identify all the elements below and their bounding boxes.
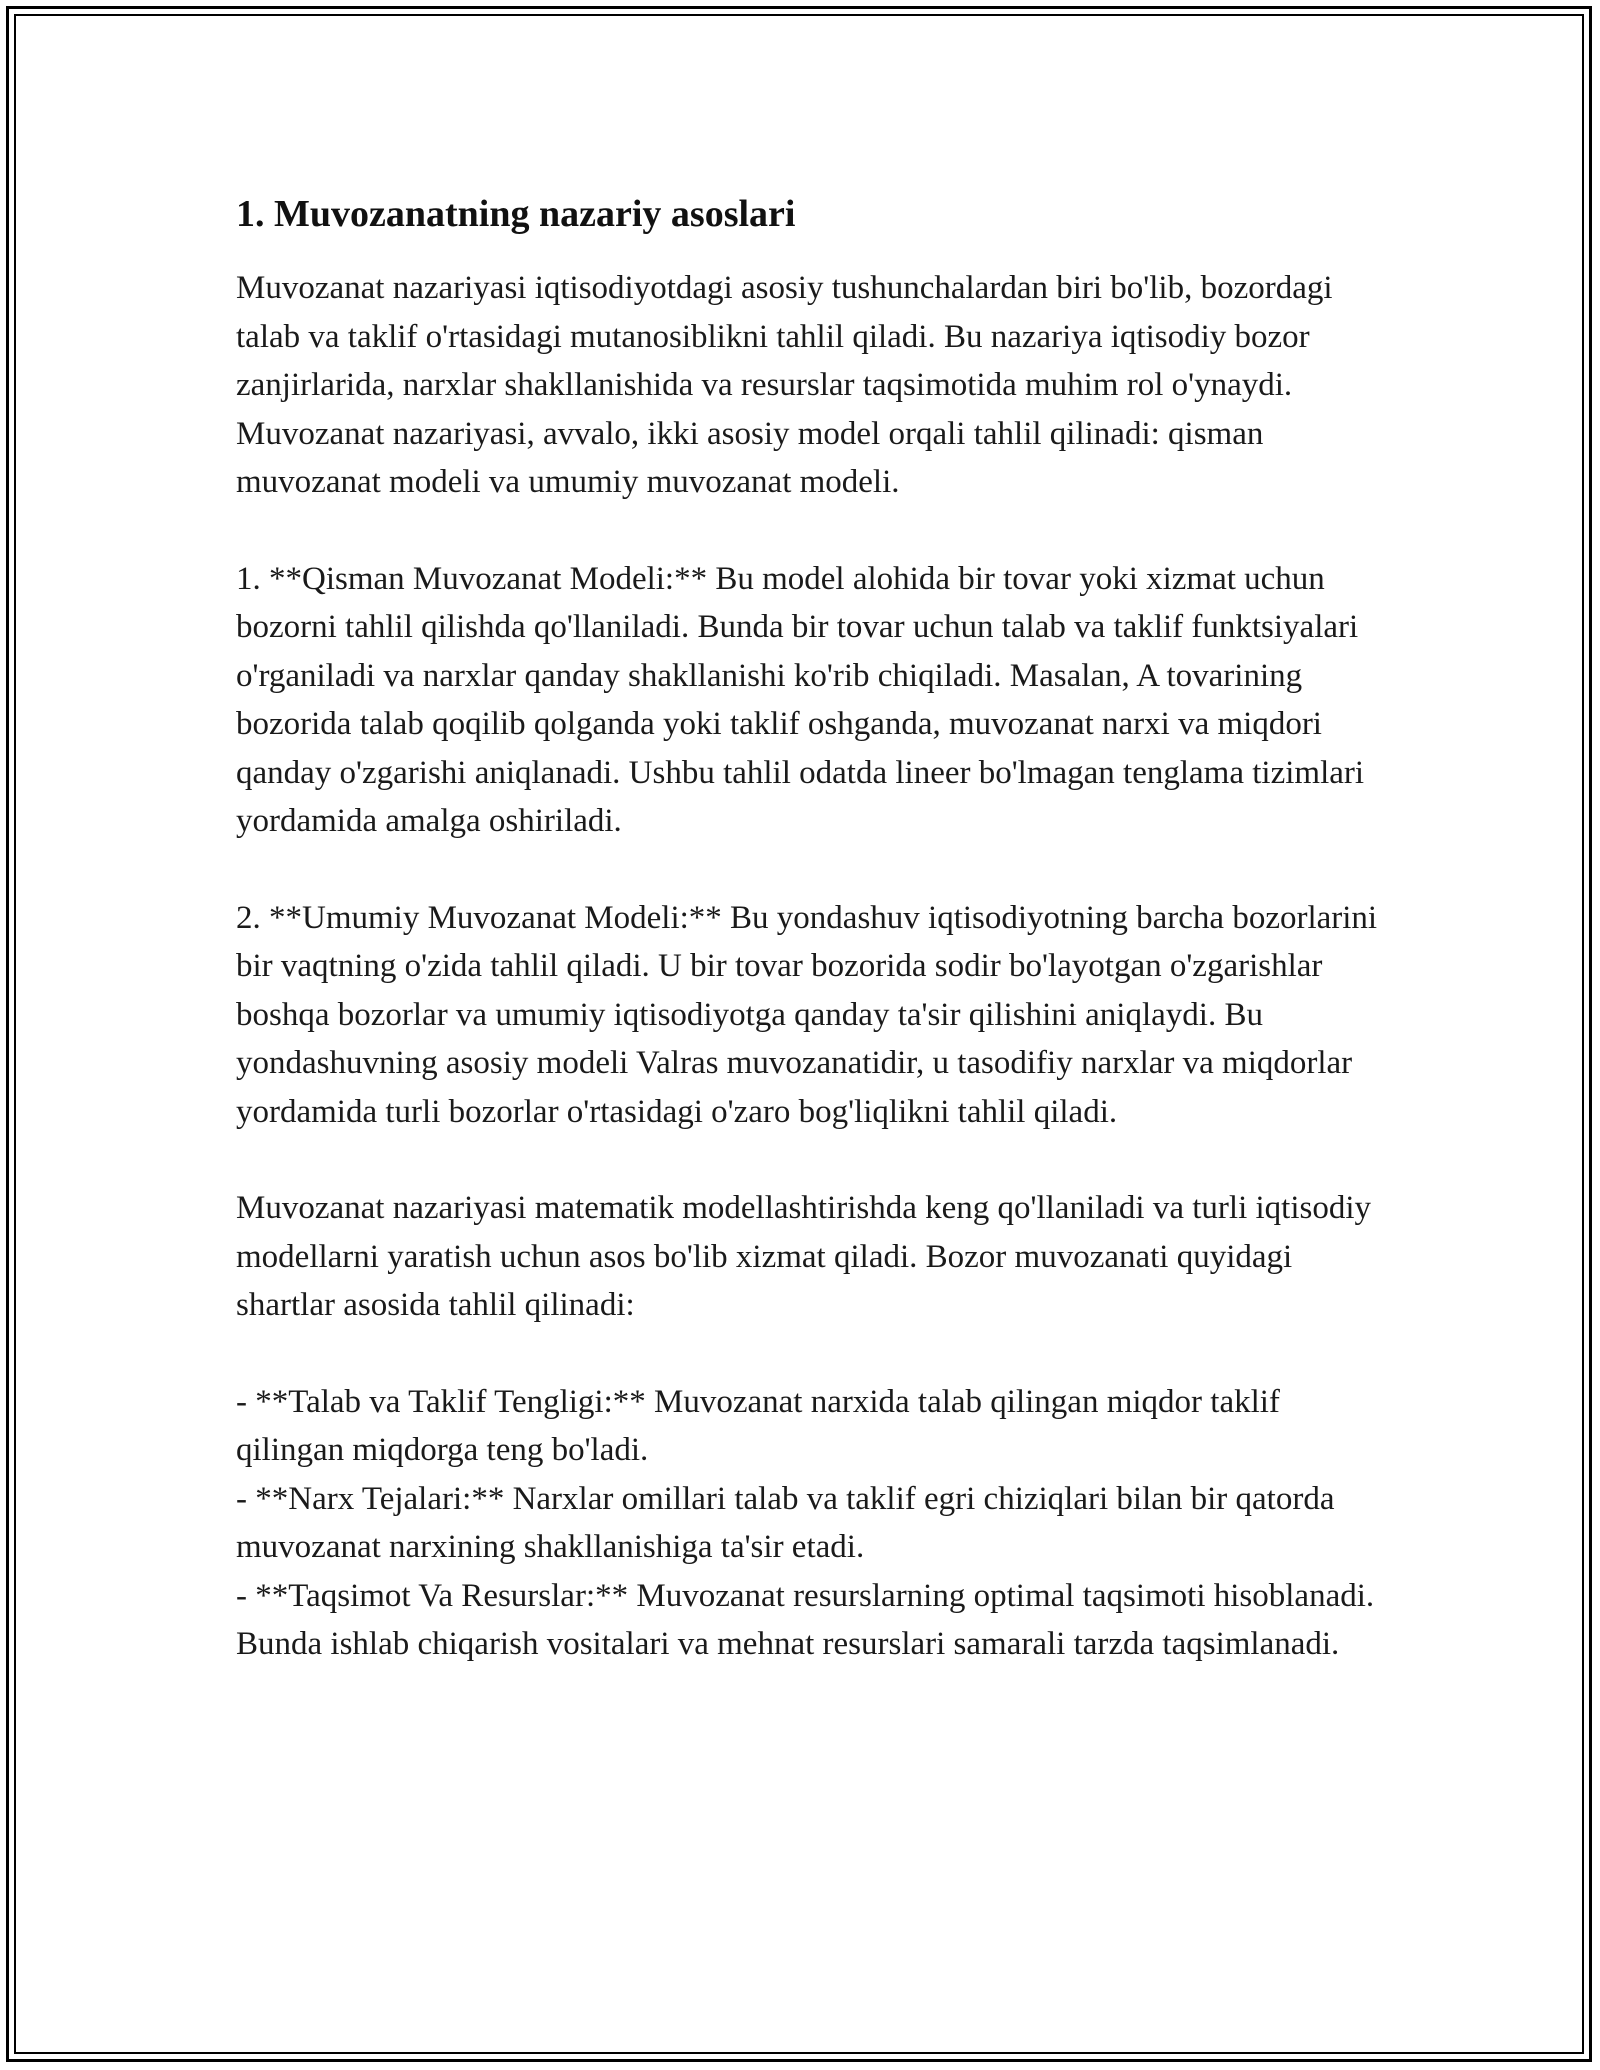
- conditions-list: [236, 1378, 1386, 1669]
- list-item: - **Talab va Taklif Tengligi:** Muvozanat narxida talab qilingan miqdor taklif qilingan miqdorga teng bo'ladi.: [236, 1383, 1280, 1468]
- conditions-intro-paragraph: Muvozanat nazariyasi matematik modellashtirishda keng qo'llaniladi va turli iqtisodiy modellarni yaratish uchun asos bo'lib xizmat qiladi. Bozor muvozanati quyidagi shartlar asosida tahlil qilinadi:: [236, 1190, 1372, 1323]
- intro-paragraph: Muvozanat nazariyasi iqtisodiyotdagi asosiy tushunchalardan biri bo'lib, bozordagi talab va taklif o'rtasidagi mutanosiblikni tahlil qiladi. Bu nazariya iqtisodiy bozor zanjirlarida, narxlar shakllanishida va resurslar taqsimotida muhim rol o'ynaydi. Muvozanat nazariyasi, avvalo, ikki asosiy model orqali tahlil qilinadi: qisman muvozanat modeli va umumiy muvozanat modeli.: [236, 270, 1333, 500]
- list-item: - **Narx Tejalari:** Narxlar omillari talab va taklif egri chiziqlari bilan bir qatorda muvozanat narxining shakllanishiga ta'sir etadi.: [236, 1480, 1335, 1565]
- document-body: [236, 186, 1386, 1669]
- section-heading: 1. Muvozanatning nazariy asoslari: [236, 193, 796, 235]
- general-equilibrium-paragraph: 2. **Umumiy Muvozanat Modeli:** Bu yondashuv iqtisodiyotning barcha bozorlarini bir vaqtning o'zida tahlil qiladi. U bir tovar bozorida sodir bo'layotgan o'zgarishlar boshqa bozorlar va umumiy iqtisodiyotga qanday ta'sir qilishini aniqlaydi. Bu yondashuvning asosiy modeli Valras muvozanatidir, u tasodifiy narxlar va miqdorlar yordamida turli bozorlar o'rtasidagi o'zaro bog'liqlikni tahlil qiladi.: [236, 899, 1378, 1130]
- partial-equilibrium-paragraph: 1. **Qisman Muvozanat Modeli:** Bu model alohida bir tovar yoki xizmat uchun bozorni tahlil qilishda qo'llaniladi. Bunda bir tovar uchun talab va taklif funktsiyalari o'rganiladi va narxlar qanday shakllanishi ko'rib chiqiladi. Masalan, A tovarining bozorida talab qoqilib qolganda yoki taklif oshganda, muvozanat narxi va miqdori qanday o'zgarishi aniqlanadi. Ushbu tahlil odatda lineer bo'lmagan tenglama tizimlari yordamida amalga oshiriladi.: [236, 560, 1365, 839]
- list-item: - **Taqsimot Va Resurslar:** Muvozanat resurslarning optimal taqsimoti hisoblanadi. Bunda ishlab chiqarish vositalari va mehnat resurslari samarali tarzda taqsimlanadi.: [236, 1577, 1375, 1662]
